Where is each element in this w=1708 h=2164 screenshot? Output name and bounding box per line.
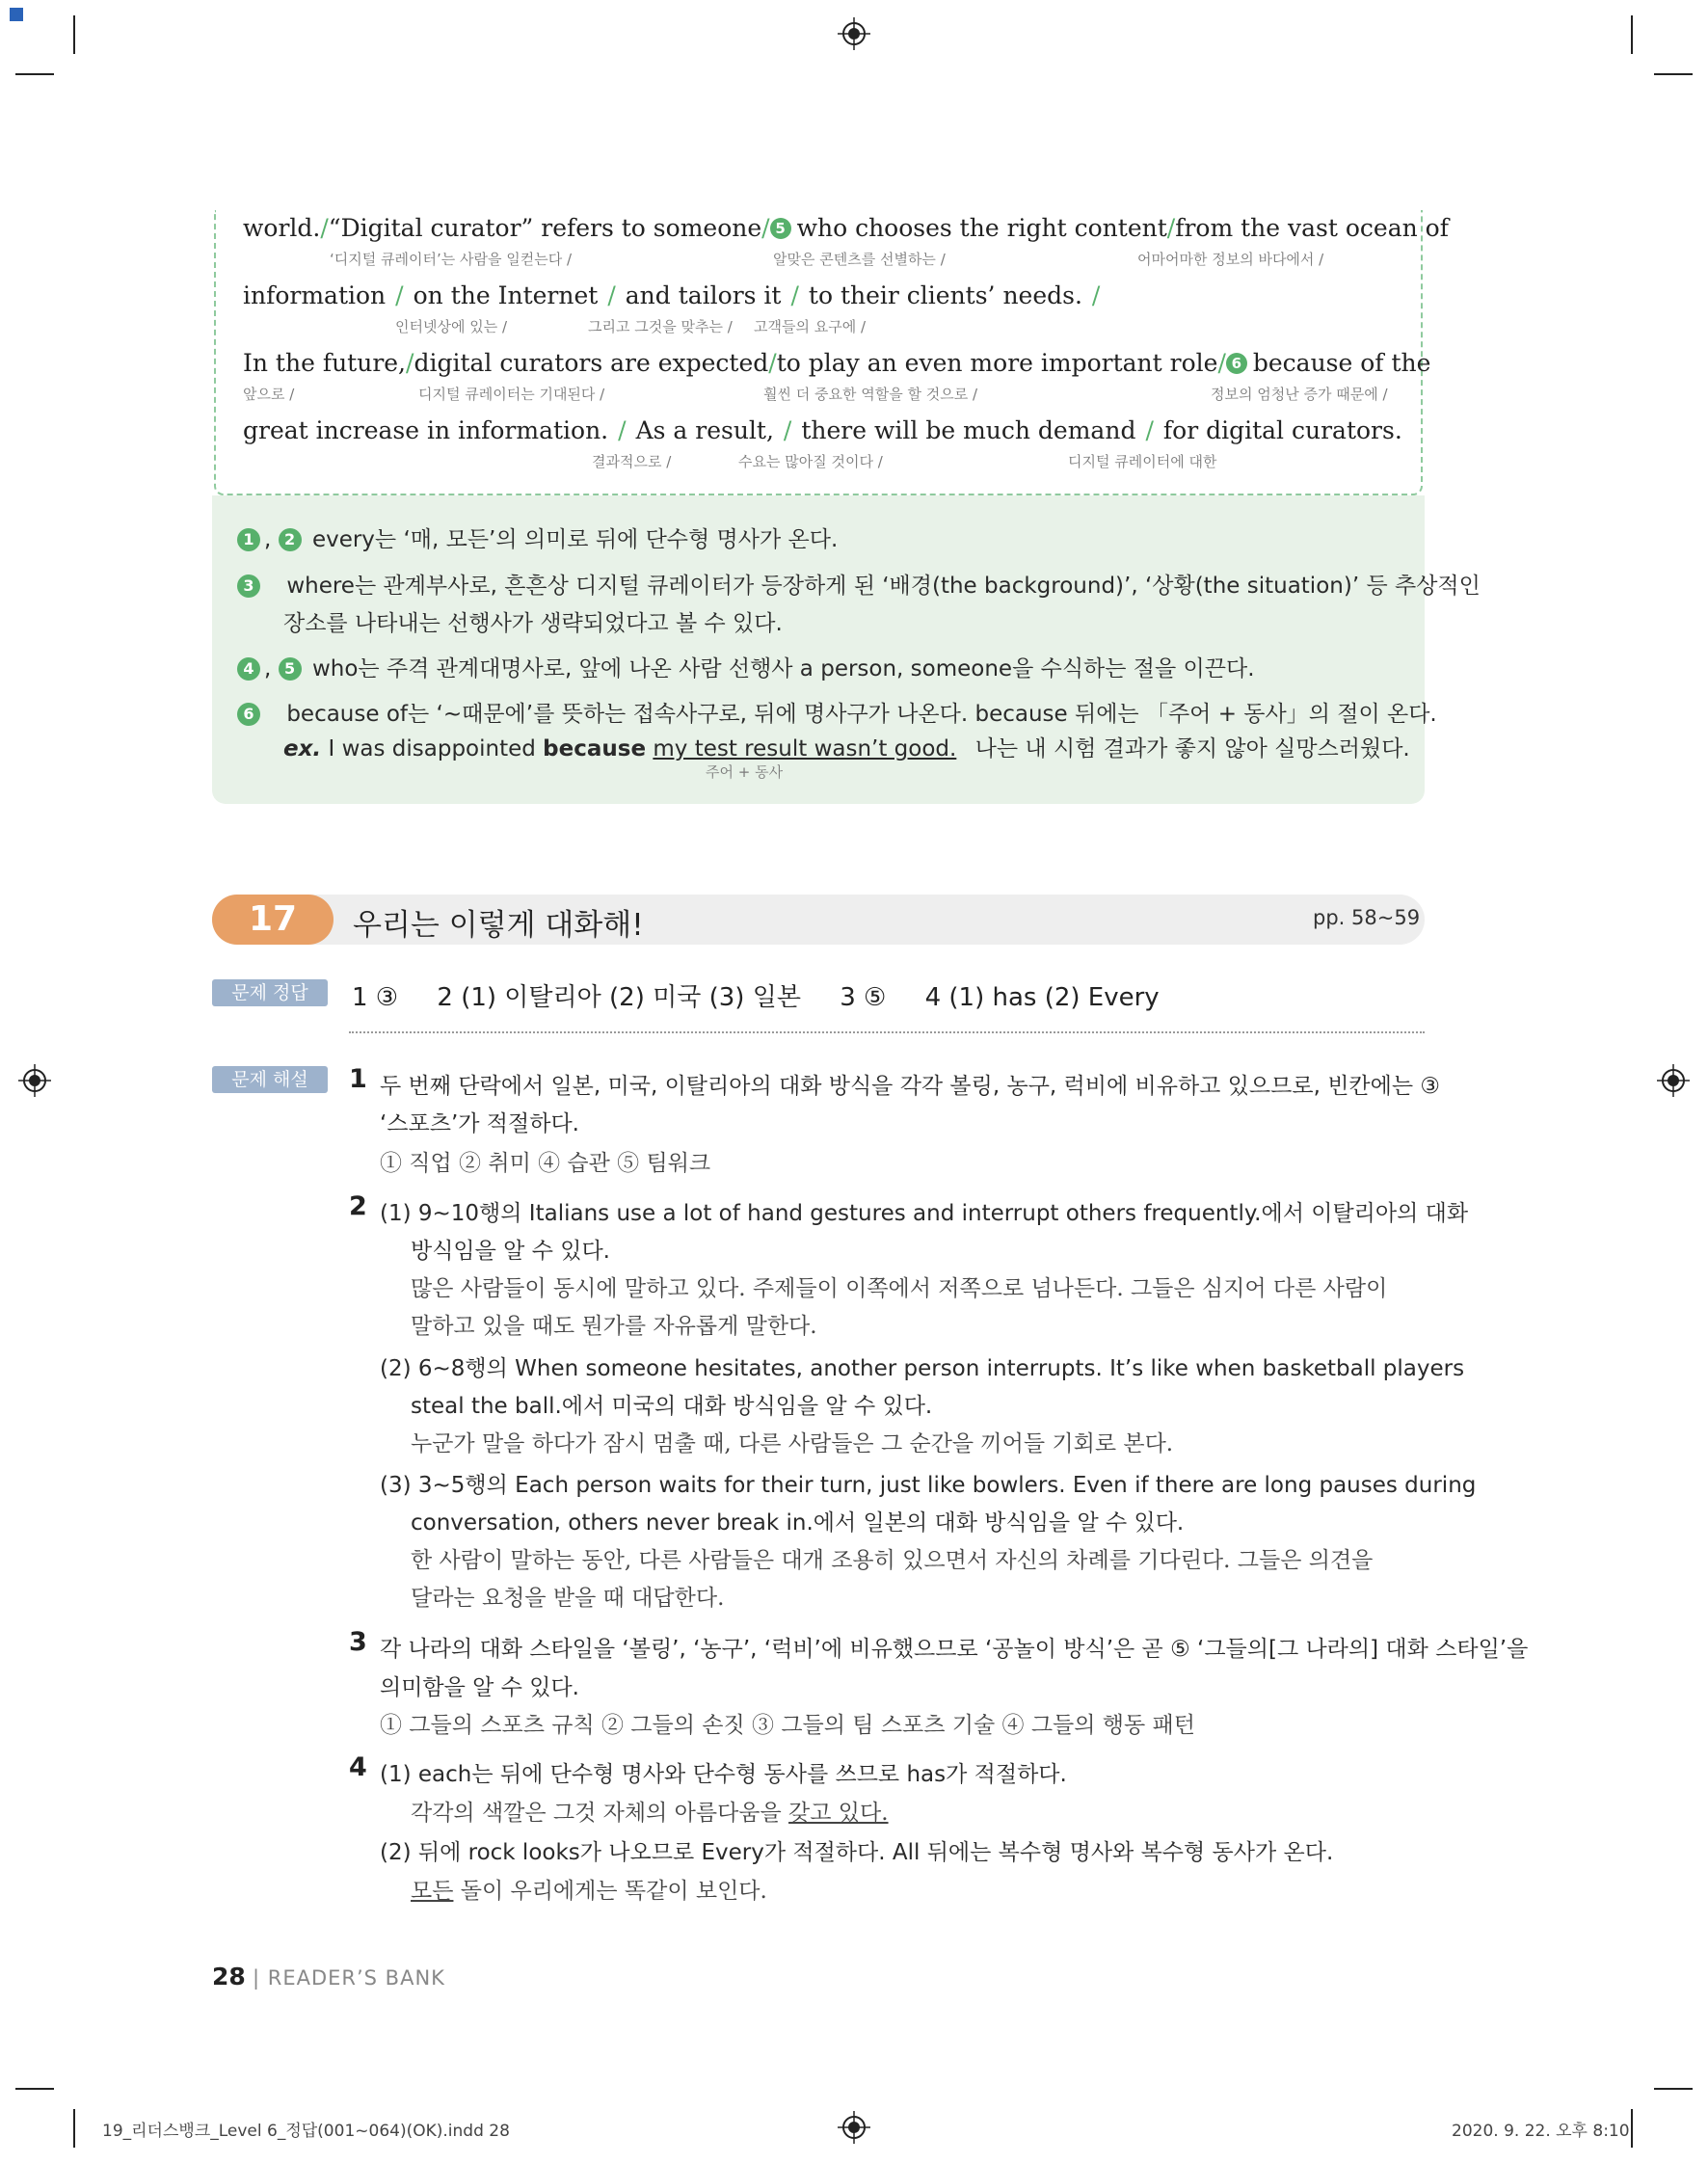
reading-segment: In the future, <box>243 349 407 377</box>
grammar-text: who는 주격 관계대명사로, 앞에 나온 사람 선행사 a person, someone을 수식하는 절을 이끈다. <box>311 656 1255 681</box>
option-list: ① 그들의 스포츠 규칙 ② 그들의 손짓 ③ 그들의 팀 스포츠 기술 ④ 그들의 행동 패턴 <box>380 1713 1195 1738</box>
unit-title: 우리는 이렇게 대화해! <box>353 908 644 943</box>
slash: / <box>1217 349 1226 377</box>
korean-gloss: 디지털 큐레이터에 대한 <box>1068 453 1217 470</box>
crop-mark <box>1654 2088 1693 2090</box>
reading-segment: 6 because of the <box>1226 349 1431 377</box>
explanation-text: (2) 6~8행의 When someone hesitates, another person interrupts. It’s like when basketball players <box>380 1356 1465 1381</box>
question-number: 3 <box>349 1627 367 1657</box>
question-number: 2 <box>349 1191 367 1221</box>
korean-gloss: 훨씬 더 중요한 역할을 할 것으로 / <box>763 386 978 403</box>
reading-segment: for digital curators. <box>1162 416 1402 444</box>
crop-mark <box>1631 2109 1633 2148</box>
explanations-label: 문제 해설 <box>212 1066 328 1093</box>
korean-gloss: 앞으로 / <box>243 386 295 403</box>
translation-text: 각각의 색깔은 그것 자체의 아름다움을 갖고 있다. <box>411 1801 889 1826</box>
example-text: I was disappointed <box>328 736 536 761</box>
reading-segment: there will be much demand <box>801 416 1136 444</box>
reading-segment: As a result, <box>635 416 774 444</box>
marker-5: 5 <box>279 657 302 681</box>
translation-text: 누군가 말을 하다가 잠시 멈출 때, 다른 사람들은 그 순간을 끼어들 기회로 본다. <box>411 1431 1174 1456</box>
translation-text: 달라는 요청을 받을 때 대답한다. <box>411 1586 725 1611</box>
slash: / <box>406 349 414 377</box>
korean-gloss: 알맞은 콘텐츠를 선별하는 / <box>773 251 946 268</box>
unit-pages: pp. 58~59 <box>1313 906 1421 929</box>
slash: / <box>320 214 329 242</box>
reading-segment: from the vast ocean of <box>1175 214 1449 242</box>
korean-gloss: 디지털 큐레이터는 기대된다 / <box>418 386 605 403</box>
underlined-phrase: 모든 <box>411 1879 454 1904</box>
reading-segment: to their clients’ needs. <box>808 281 1082 309</box>
grammar-note-1: 1 , 2 every는 ‘매, 모든’의 의미로 뒤에 단수형 명사가 온다. <box>237 521 838 553</box>
reading-segment: information <box>243 281 387 309</box>
korean-gloss: 인터넷상에 있는 / <box>395 318 508 335</box>
grammar-text: because of는 ‘~때문에’를 뜻하는 접속사구로, 뒤에 명사구가 나온다. because 뒤에는 「주어 + 동사」의 절이 온다. <box>286 702 1437 727</box>
crop-mark <box>1631 15 1633 54</box>
slash: / <box>761 214 770 242</box>
reading-segment: 5 who chooses the right content <box>770 214 1167 242</box>
example-keyword: because <box>543 736 647 761</box>
answers-label: 문제 정답 <box>212 979 328 1006</box>
reading-segment: great increase in information. <box>243 416 609 444</box>
marker-3: 3 <box>237 574 260 598</box>
marker-5: 5 <box>770 218 791 239</box>
slash: / <box>783 416 792 444</box>
question-number: 4 <box>349 1752 367 1782</box>
explanation-text: ‘스포츠’가 적절하다. <box>380 1111 579 1136</box>
marker-4: 4 <box>237 657 260 681</box>
reading-segment: to play an even more important role <box>776 349 1218 377</box>
example-label: ex. <box>283 736 322 761</box>
explanation-text: 방식임을 알 수 있다. <box>411 1239 610 1264</box>
grammar-notes-box <box>212 495 1481 804</box>
crop-mark <box>73 2109 75 2148</box>
explanation-text: (3) 3~5행의 Each person waits for their turn, just like bowlers. Even if there are long pauses during <box>380 1473 1477 1498</box>
divider <box>349 1031 1425 1033</box>
korean-gloss: 정보의 엄청난 증가 때문에 / <box>1211 386 1388 403</box>
grammar-note-6 <box>237 696 1437 728</box>
registration-mark-icon <box>1657 1064 1690 1097</box>
explanation-text: (1) 9~10행의 Italians use a lot of hand gestures and interrupt others frequently.에서 이탈리아의 대화 <box>380 1201 1469 1226</box>
grammar-text: where는 관계부사로, 흔흔상 디지털 큐레이터가 등장하게 된 ‘배경(the background)’, ‘상황(the situation)’ 등 추상적인 <box>286 574 1481 599</box>
reading-line <box>243 214 1449 242</box>
slash: / <box>1145 416 1154 444</box>
registration-mark-icon <box>838 2111 870 2144</box>
korean-gloss: ‘디지털 큐레이터’는 사람을 일컫는다 / <box>330 251 573 268</box>
reading-segment: and tailors it <box>625 281 782 309</box>
reading-line <box>243 416 1402 444</box>
explanation-text: conversation, others never break in.에서 일본의 대화 방식임을 알 수 있다. <box>411 1510 1185 1536</box>
korean-gloss: 그리고 그것을 맞추는 / <box>588 318 733 335</box>
option-list: ① 직업 ② 취미 ④ 습관 ⑤ 팀워크 <box>380 1151 711 1176</box>
question-number: 1 <box>349 1064 367 1094</box>
file-slug: 19_리더스뱅크_Level 6_정답(001~064)(OK).indd 28 <box>102 2122 510 2141</box>
reading-segment: on the Internet <box>413 281 599 309</box>
answer-item: 2 (1) 이탈리아 (2) 미국 (3) 일본 <box>437 983 801 1012</box>
slash: / <box>790 281 799 309</box>
slash: / <box>1166 214 1176 242</box>
reading-line <box>243 281 1100 309</box>
translation-text: 모든 돌이 우리에게는 똑같이 보인다. <box>411 1879 767 1904</box>
registration-mark-icon <box>838 17 870 50</box>
unit-number: 17 <box>212 895 334 945</box>
grammar-text: 장소를 나타내는 선행사가 생략되었다고 볼 수 있다. <box>283 611 783 636</box>
grammar-example <box>283 731 1410 762</box>
grammar-note-4-5: 4 , 5 who는 주격 관계대명사로, 앞에 나온 사람 선행사 a person, someone을 수식하는 절을 이끈다. <box>237 651 1255 682</box>
example-clause: my test result wasn’t good. <box>653 736 957 761</box>
korean-gloss: 수요는 많아질 것이다 / <box>738 453 883 470</box>
reading-passage-box <box>214 210 1449 495</box>
example-translation: 나는 내 시험 결과가 좋지 않아 실망스러웠다. <box>974 736 1410 761</box>
marker-6: 6 <box>237 703 260 726</box>
crop-mark <box>15 2088 54 2090</box>
translation-text: 한 사람이 말하는 동안, 다른 사람들은 대개 조용히 있으면서 자신의 차례를 기다린다. 그들은 의견을 <box>411 1548 1374 1573</box>
answer-item: 1 ③ <box>352 983 399 1012</box>
reading-segment: “Digital curator” refers to someone <box>328 214 762 242</box>
marker-2: 2 <box>279 528 302 551</box>
translation-text: 말하고 있을 때도 뭔가를 자유롭게 말한다. <box>411 1314 817 1339</box>
print-timestamp: 2020. 9. 22. 오후 8:10 <box>1452 2122 1630 2141</box>
crop-mark <box>15 73 54 75</box>
page-number: 28 <box>212 1963 246 1990</box>
translation-text: 많은 사람들이 동시에 말하고 있다. 주제들이 이쪽에서 저쪽으로 넘나든다. 그들은 심지어 다른 사람이 <box>411 1276 1388 1301</box>
underlined-phrase: 갖고 있다. <box>788 1801 889 1826</box>
answer-item: 4 (1) has (2) Every <box>924 983 1160 1012</box>
explanation-text: steal the ball.에서 미국의 대화 방식임을 알 수 있다. <box>411 1394 933 1419</box>
slash: / <box>1091 281 1101 309</box>
korean-gloss: 결과적으로 / <box>592 453 672 470</box>
corner-badge <box>10 8 23 21</box>
korean-gloss: 고객들의 요구에 / <box>754 318 867 335</box>
explanation-text: (2) 뒤에 rock looks가 나오므로 Every가 적절하다. All 뒤에는 복수형 명사와 복수형 동사가 온다. <box>380 1840 1334 1865</box>
grammar-text: every는 ‘매, 모든’의 의미로 뒤에 단수형 명사가 온다. <box>311 527 839 552</box>
marker-6: 6 <box>1226 353 1247 374</box>
registration-mark-icon <box>18 1064 51 1097</box>
slash: / <box>768 349 777 377</box>
reading-segment: digital curators are expected <box>414 349 769 377</box>
slash: / <box>618 416 627 444</box>
book-brand: | READER’S BANK <box>253 1966 445 1990</box>
slash: / <box>395 281 404 309</box>
explanation-text: 두 번째 단락에서 일본, 미국, 이탈리아의 대화 방식을 각각 볼링, 농구, 럭비에 비유하고 있으므로, 빈칸에는 ③ <box>380 1074 1440 1099</box>
crop-mark <box>1654 73 1693 75</box>
answers-row <box>352 977 1190 1013</box>
explanation-text: 각 나라의 대화 스타일을 ‘볼링’, ‘농구’, ‘럭비’에 비유했으므로 ‘공놀이 방식’은 곧 ⑤ ‘그들의[그 나라의] 대화 스타일’을 <box>380 1637 1529 1662</box>
reading-line <box>243 349 1431 377</box>
slash: / <box>607 281 616 309</box>
korean-gloss: 어마어마한 정보의 바다에서 / <box>1137 251 1324 268</box>
explanation-text: (1) each는 뒤에 단수형 명사와 단수형 동사를 쓰므로 has가 적절하다. <box>380 1762 1067 1787</box>
reading-segment: world. <box>243 214 321 242</box>
crop-mark <box>73 15 75 54</box>
explanation-text: 의미함을 알 수 있다. <box>380 1675 579 1700</box>
answer-item: 3 ⑤ <box>840 983 887 1012</box>
example-note: 주어 + 동사 <box>706 763 784 781</box>
marker-1: 1 <box>237 528 260 551</box>
grammar-note-3 <box>237 568 1481 600</box>
